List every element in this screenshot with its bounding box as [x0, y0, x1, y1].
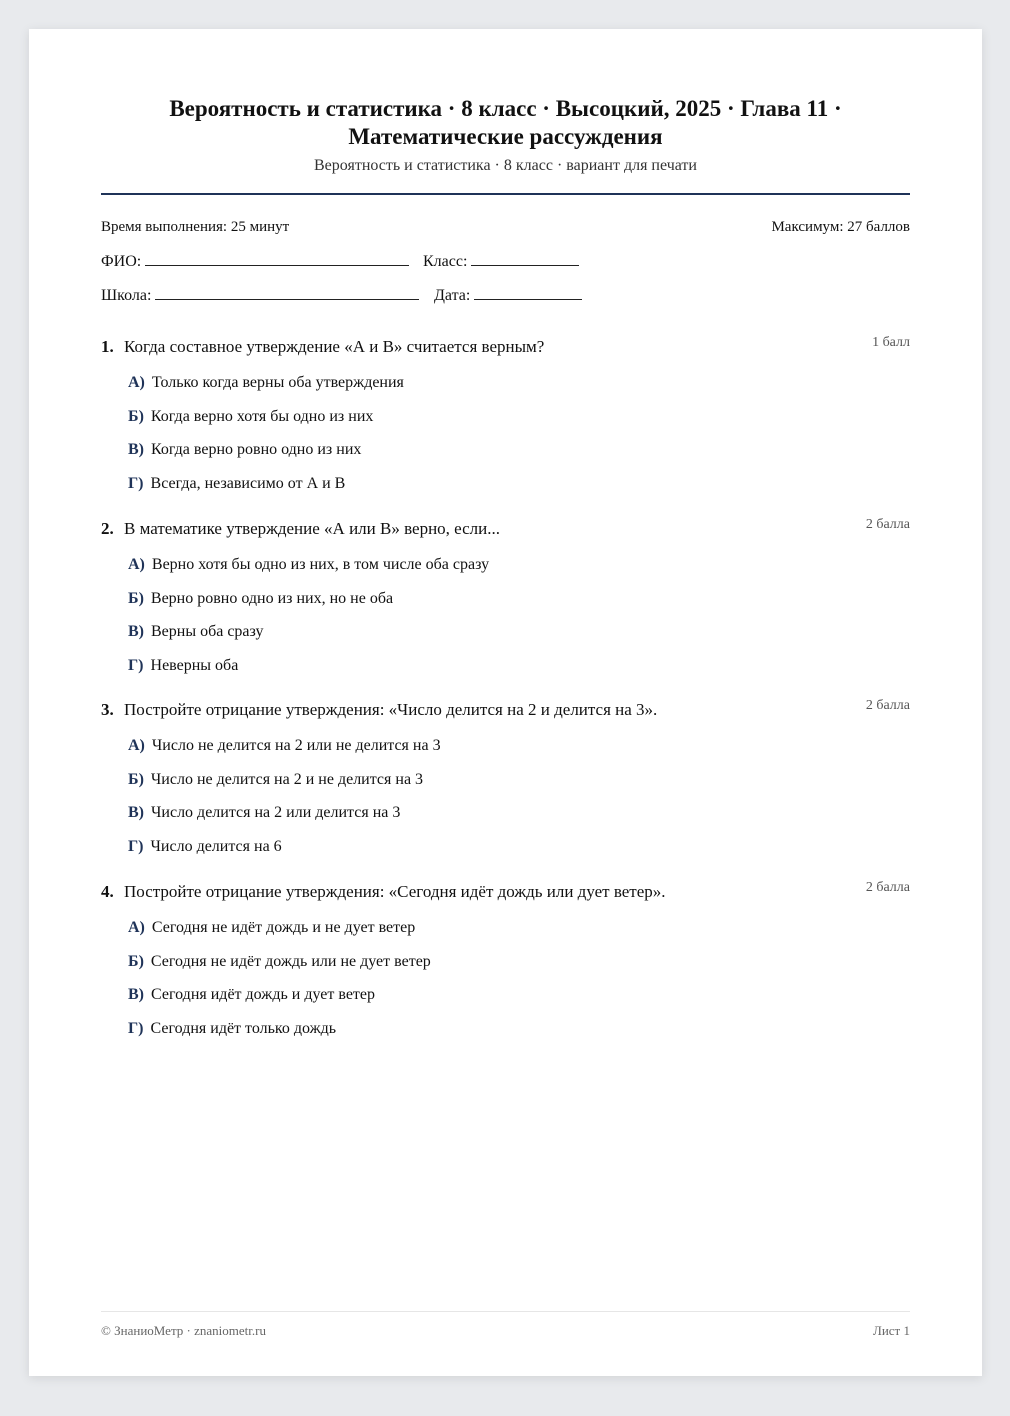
option-text: Число не делится на 2 или не делится на 3	[151, 737, 441, 754]
options-list	[128, 918, 910, 1052]
question-header	[101, 337, 910, 359]
option-c[interactable]	[128, 985, 910, 1019]
option-a[interactable]	[128, 555, 910, 589]
option-text: Неверны оба	[150, 656, 239, 674]
question-2	[101, 519, 910, 689]
option-d[interactable]	[128, 837, 910, 871]
option-text: Сегодня идёт только дождь	[150, 1019, 337, 1037]
option-text: Верно хотя бы одно из них, в том числе оба сразу	[151, 556, 490, 573]
option-letter: В)	[128, 804, 144, 821]
options-list	[128, 373, 910, 507]
question-header	[101, 519, 910, 541]
question-text: Постройте отрицание утверждения: «Сегодня идёт дождь или дует ветер».	[124, 882, 666, 901]
option-letter: Б)	[128, 770, 144, 788]
question-number: 3.	[101, 700, 114, 719]
footer-page-number: Лист 1	[873, 1323, 910, 1338]
date-line[interactable]	[474, 286, 582, 300]
option-c[interactable]	[128, 440, 910, 474]
date-field[interactable]	[434, 286, 582, 305]
school-label: Школа:	[101, 287, 152, 304]
option-b[interactable]	[128, 589, 910, 623]
worksheet-page	[29, 29, 982, 1376]
page-footer	[101, 1323, 910, 1339]
option-letter: Г)	[128, 837, 144, 855]
option-letter: А)	[128, 374, 145, 391]
option-a[interactable]	[128, 736, 910, 770]
footer-copyright: © ЗнаниоМетр · znaniometr.ru	[101, 1323, 266, 1338]
options-list	[128, 736, 910, 870]
option-text: Сегодня не идёт дождь и не дует ветер	[151, 919, 416, 936]
option-b[interactable]	[128, 952, 910, 986]
question-number: 2.	[101, 519, 114, 538]
option-text: Всегда, независимо от А и В	[150, 474, 346, 492]
option-c[interactable]	[128, 803, 910, 837]
option-text: Верны оба сразу	[151, 623, 264, 640]
question-points: 2 балла	[865, 880, 910, 895]
option-text: Когда верно хотя бы одно из них	[150, 407, 374, 425]
option-letter: В)	[128, 441, 144, 458]
option-letter: Г)	[128, 656, 144, 674]
option-text: Когда верно ровно одно из них	[151, 441, 362, 458]
option-text: Число не делится на 2 и не делится на 3	[150, 770, 424, 788]
meta-row	[101, 219, 910, 236]
class-line[interactable]	[471, 252, 579, 266]
option-letter: А)	[128, 919, 145, 936]
option-letter: Г)	[128, 1019, 144, 1037]
page-subtitle: Вероятность и статистика · 8 класс · вариант для печати	[314, 157, 697, 174]
question-text: Постройте отрицание утверждения: «Число делится на 2 и делится на 3».	[124, 700, 658, 719]
footer-divider	[101, 1311, 910, 1312]
option-letter: А)	[128, 556, 145, 573]
option-letter: В)	[128, 986, 144, 1003]
max-score: Максимум: 27 баллов	[771, 219, 910, 235]
option-d[interactable]	[128, 474, 910, 508]
option-c[interactable]	[128, 622, 910, 656]
name-label: ФИО:	[101, 253, 142, 270]
question-number: 4.	[101, 882, 114, 901]
question-text: В математике утверждение «А или В» верно, если...	[124, 519, 501, 538]
option-letter: А)	[128, 737, 145, 754]
option-d[interactable]	[128, 656, 910, 690]
option-letter: В)	[128, 623, 144, 640]
option-text: Сегодня идёт дождь и дует ветер	[151, 986, 376, 1003]
option-text: Число делится на 2 или делится на 3	[151, 804, 401, 821]
name-line[interactable]	[145, 252, 409, 266]
option-a[interactable]	[128, 918, 910, 952]
time-limit: Время выполнения: 25 минут	[101, 219, 290, 235]
question-1	[101, 337, 910, 507]
question-header	[101, 882, 910, 904]
class-label: Класс:	[423, 253, 468, 270]
question-4	[101, 882, 910, 1052]
option-text: Число делится на 6	[150, 837, 282, 855]
options-list	[128, 555, 910, 689]
class-field[interactable]	[423, 252, 579, 271]
option-b[interactable]	[128, 407, 910, 441]
question-points: 1 балл	[872, 335, 910, 350]
option-letter: Г)	[128, 474, 144, 492]
option-letter: Б)	[128, 407, 144, 425]
option-text: Верно ровно одно из них, но не оба	[150, 589, 394, 607]
school-field[interactable]	[101, 286, 419, 305]
question-3	[101, 700, 910, 870]
name-field[interactable]	[101, 252, 409, 271]
option-text: Сегодня не идёт дождь или не дует ветер	[150, 952, 431, 970]
question-points: 2 балла	[865, 698, 910, 713]
option-text: Только когда верны оба утверждения	[151, 374, 404, 391]
question-header	[101, 700, 910, 722]
page-title: Вероятность и статистика · 8 класс · Высоцкий, 2025 · Глава 11 · Математические рассуждения	[169, 96, 842, 149]
question-number: 1.	[101, 337, 114, 356]
date-label: Дата:	[434, 287, 471, 304]
option-letter: Б)	[128, 589, 144, 607]
question-points: 2 балла	[865, 517, 910, 532]
option-letter: Б)	[128, 952, 144, 970]
option-d[interactable]	[128, 1019, 910, 1053]
question-text: Когда составное утверждение «А и В» считается верным?	[124, 337, 545, 356]
school-line[interactable]	[155, 286, 419, 300]
header-divider	[101, 193, 910, 195]
option-a[interactable]	[128, 373, 910, 407]
option-b[interactable]	[128, 770, 910, 804]
